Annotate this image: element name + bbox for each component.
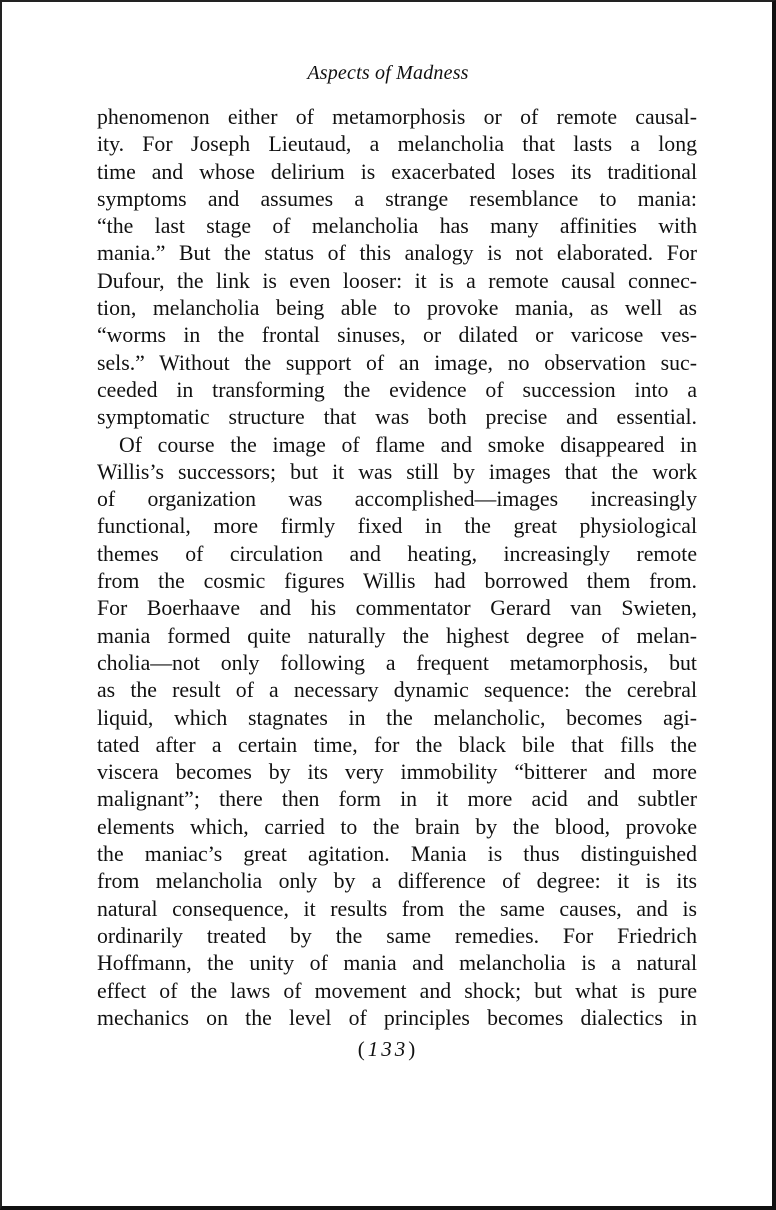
text-line: symptoms and assumes a strange resemblance to mania:	[97, 186, 697, 211]
text-line: from the cosmic figures Willis had borrowed them from.	[97, 569, 697, 594]
text-line: Dufour, the link is even looser: it is a remote causal connec-	[97, 268, 697, 293]
text-line: viscera becomes by its very immobility “bitterer and more	[97, 760, 697, 785]
folio-number: 133	[367, 1037, 409, 1061]
page-number	[0, 1037, 776, 1062]
text-line: mania formed quite naturally the highest degree of melan-	[97, 623, 697, 648]
text-line: of organization was accomplished—images increasingly	[97, 487, 697, 512]
text-line: as the result of a necessary dynamic sequence: the cerebral	[97, 678, 697, 703]
text-line: ceeded in transforming the evidence of succession into a	[97, 377, 697, 402]
text-line: Willis’s successors; but it was still by images that the work	[97, 459, 697, 484]
text-line: Of course the image of flame and smoke disappeared in	[119, 432, 697, 457]
folio-close-paren: )	[408, 1037, 419, 1061]
text-line: natural consequence, it results from the same causes, and is	[97, 896, 697, 921]
text-line: elements which, carried to the brain by the blood, provoke	[97, 814, 697, 839]
text-line: “worms in the frontal sinuses, or dilated or varicose ves-	[97, 323, 697, 348]
folio-open-paren: (	[357, 1037, 368, 1061]
text-line: cholia—not only following a frequent metamorphosis, but	[97, 650, 697, 675]
text-line: ity. For Joseph Lieutaud, a melancholia that lasts a long	[97, 132, 697, 157]
text-line: Hoffmann, the unity of mania and melancholia is a natural	[97, 951, 697, 976]
text-line: themes of circulation and heating, increasingly remote	[97, 541, 697, 566]
text-line: ordinarily treated by the same remedies. For Friedrich	[97, 923, 697, 948]
text-line: from melancholia only by a difference of degree: it is its	[97, 869, 697, 894]
text-line: phenomenon either of metamorphosis or of remote causal-	[97, 105, 697, 129]
body-text	[97, 104, 697, 1032]
text-line: liquid, which stagnates in the melancholic, becomes agi-	[97, 705, 697, 730]
text-line: symptomatic structure that was both precise and essential.	[97, 405, 697, 430]
text-line: sels.” Without the support of an image, no observation suc-	[97, 350, 697, 375]
text-line: time and whose delirium is exacerbated loses its traditional	[97, 159, 697, 184]
text-line: functional, more firmly fixed in the great physiological	[97, 514, 697, 539]
text-line: malignant”; there then form in it more acid and subtler	[97, 787, 697, 812]
text-line: tated after a certain time, for the black bile that fills the	[97, 732, 697, 757]
text-line: tion, melancholia being able to provoke mania, as well as	[97, 296, 697, 321]
text-line: mechanics on the level of principles becomes dialectics in	[97, 1005, 697, 1030]
text-line: effect of the laws of movement and shock; but what is pure	[97, 978, 697, 1003]
text-line: mania.” But the status of this analogy is not elaborated. For	[97, 241, 697, 266]
running-head: Aspects of Madness	[307, 62, 469, 84]
text-line: “the last stage of melancholia has many affinities with	[97, 214, 697, 239]
text-line: For Boerhaave and his commentator Gerard van Swieten,	[97, 596, 697, 621]
text-line: the maniac’s great agitation. Mania is thus distinguished	[97, 842, 697, 867]
